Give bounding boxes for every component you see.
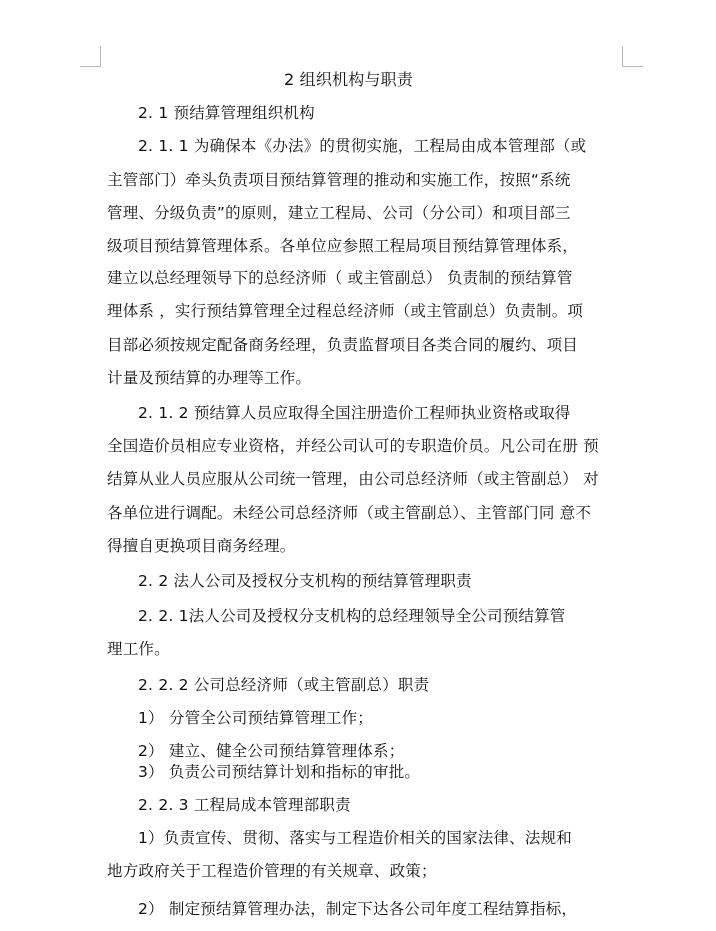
- paragraph-line: 主管部门）牵头负责项目预结算管理的推动和实施工作，按照“系统: [107, 171, 571, 189]
- paragraph-line: 2. 1. 1 为确保本《办法》的贯彻实施，工程局由成本管理部（或: [138, 137, 587, 155]
- list-item: 3） 负责公司预结算计划和指标的审批。: [138, 763, 421, 781]
- paragraph-line: 理体系 ，实行预结算管理全过程总经济师（或主管副总）负责制。项: [107, 302, 584, 320]
- paragraph-line: 建立以总经理领导下的总经济师（ 或主管副总） 负责制的预结算管: [107, 269, 573, 287]
- paragraph-line: 目部必须按规定配备商务经理，负责监督项目各类合同的履约、项目: [107, 336, 579, 354]
- list-item: 2） 建立、健全公司预结算管理体系；: [138, 742, 405, 760]
- paragraph-line: 地方政府关于工程造价管理的有关规章、政策；: [107, 862, 437, 880]
- heading-2-2: 2. 2 法人公司及授权分支机构的预结算管理职责: [138, 572, 472, 590]
- paragraph-line: 管理、分级负责”的原则，建立工程局、公司（分公司）和项目部三: [107, 204, 571, 222]
- paragraph-line: 计量及预结算的办理等工作。: [107, 369, 312, 387]
- crop-mark-top-right: [622, 46, 643, 67]
- paragraph-line: 2. 2. 1法人公司及授权分支机构的总经理领导全公司预结算管: [138, 607, 566, 625]
- paragraph-line: 得擅自更换项目商务经理。: [107, 537, 296, 555]
- heading-2-1: 2. 1 预结算管理组织机构: [138, 104, 315, 122]
- paragraph-line: 各单位进行调配。未经公司总经济师（或主管副总）、主管部门同 意不: [107, 504, 592, 522]
- heading-2-2-2: 2. 2. 2 公司总经济师（或主管副总）职责: [138, 676, 430, 694]
- paragraph-line: 级项目预结算管理体系。各单位应参照工程局项目预结算管理体系，: [107, 237, 579, 255]
- paragraph-line: 全国造价员相应专业资格，并经公司认可的专职造价员。凡公司在册 预: [107, 437, 599, 455]
- list-item: 1）负责宣传、贯彻、落实与工程造价相关的国家法律、法规和: [138, 829, 572, 847]
- paragraph-line: 理工作。: [107, 640, 170, 658]
- paragraph-line: 2. 1. 2 预结算人员应取得全国注册造价工程师执业资格或取得: [138, 404, 571, 422]
- heading-2-2-3: 2. 2. 3 工程局成本管理部职责: [138, 796, 351, 814]
- list-item: 1） 分管全公司预结算管理工作；: [138, 709, 373, 727]
- paragraph-line: 结算从业人员应服从公司统一管理，由公司总经济师（或主管副总） 对: [107, 470, 599, 488]
- crop-mark-top-left: [80, 46, 101, 67]
- section-title: 2 组织机构与职责: [284, 70, 414, 89]
- list-item: 2） 制定预结算管理办法，制定下达各公司年度工程结算指标，: [138, 900, 578, 918]
